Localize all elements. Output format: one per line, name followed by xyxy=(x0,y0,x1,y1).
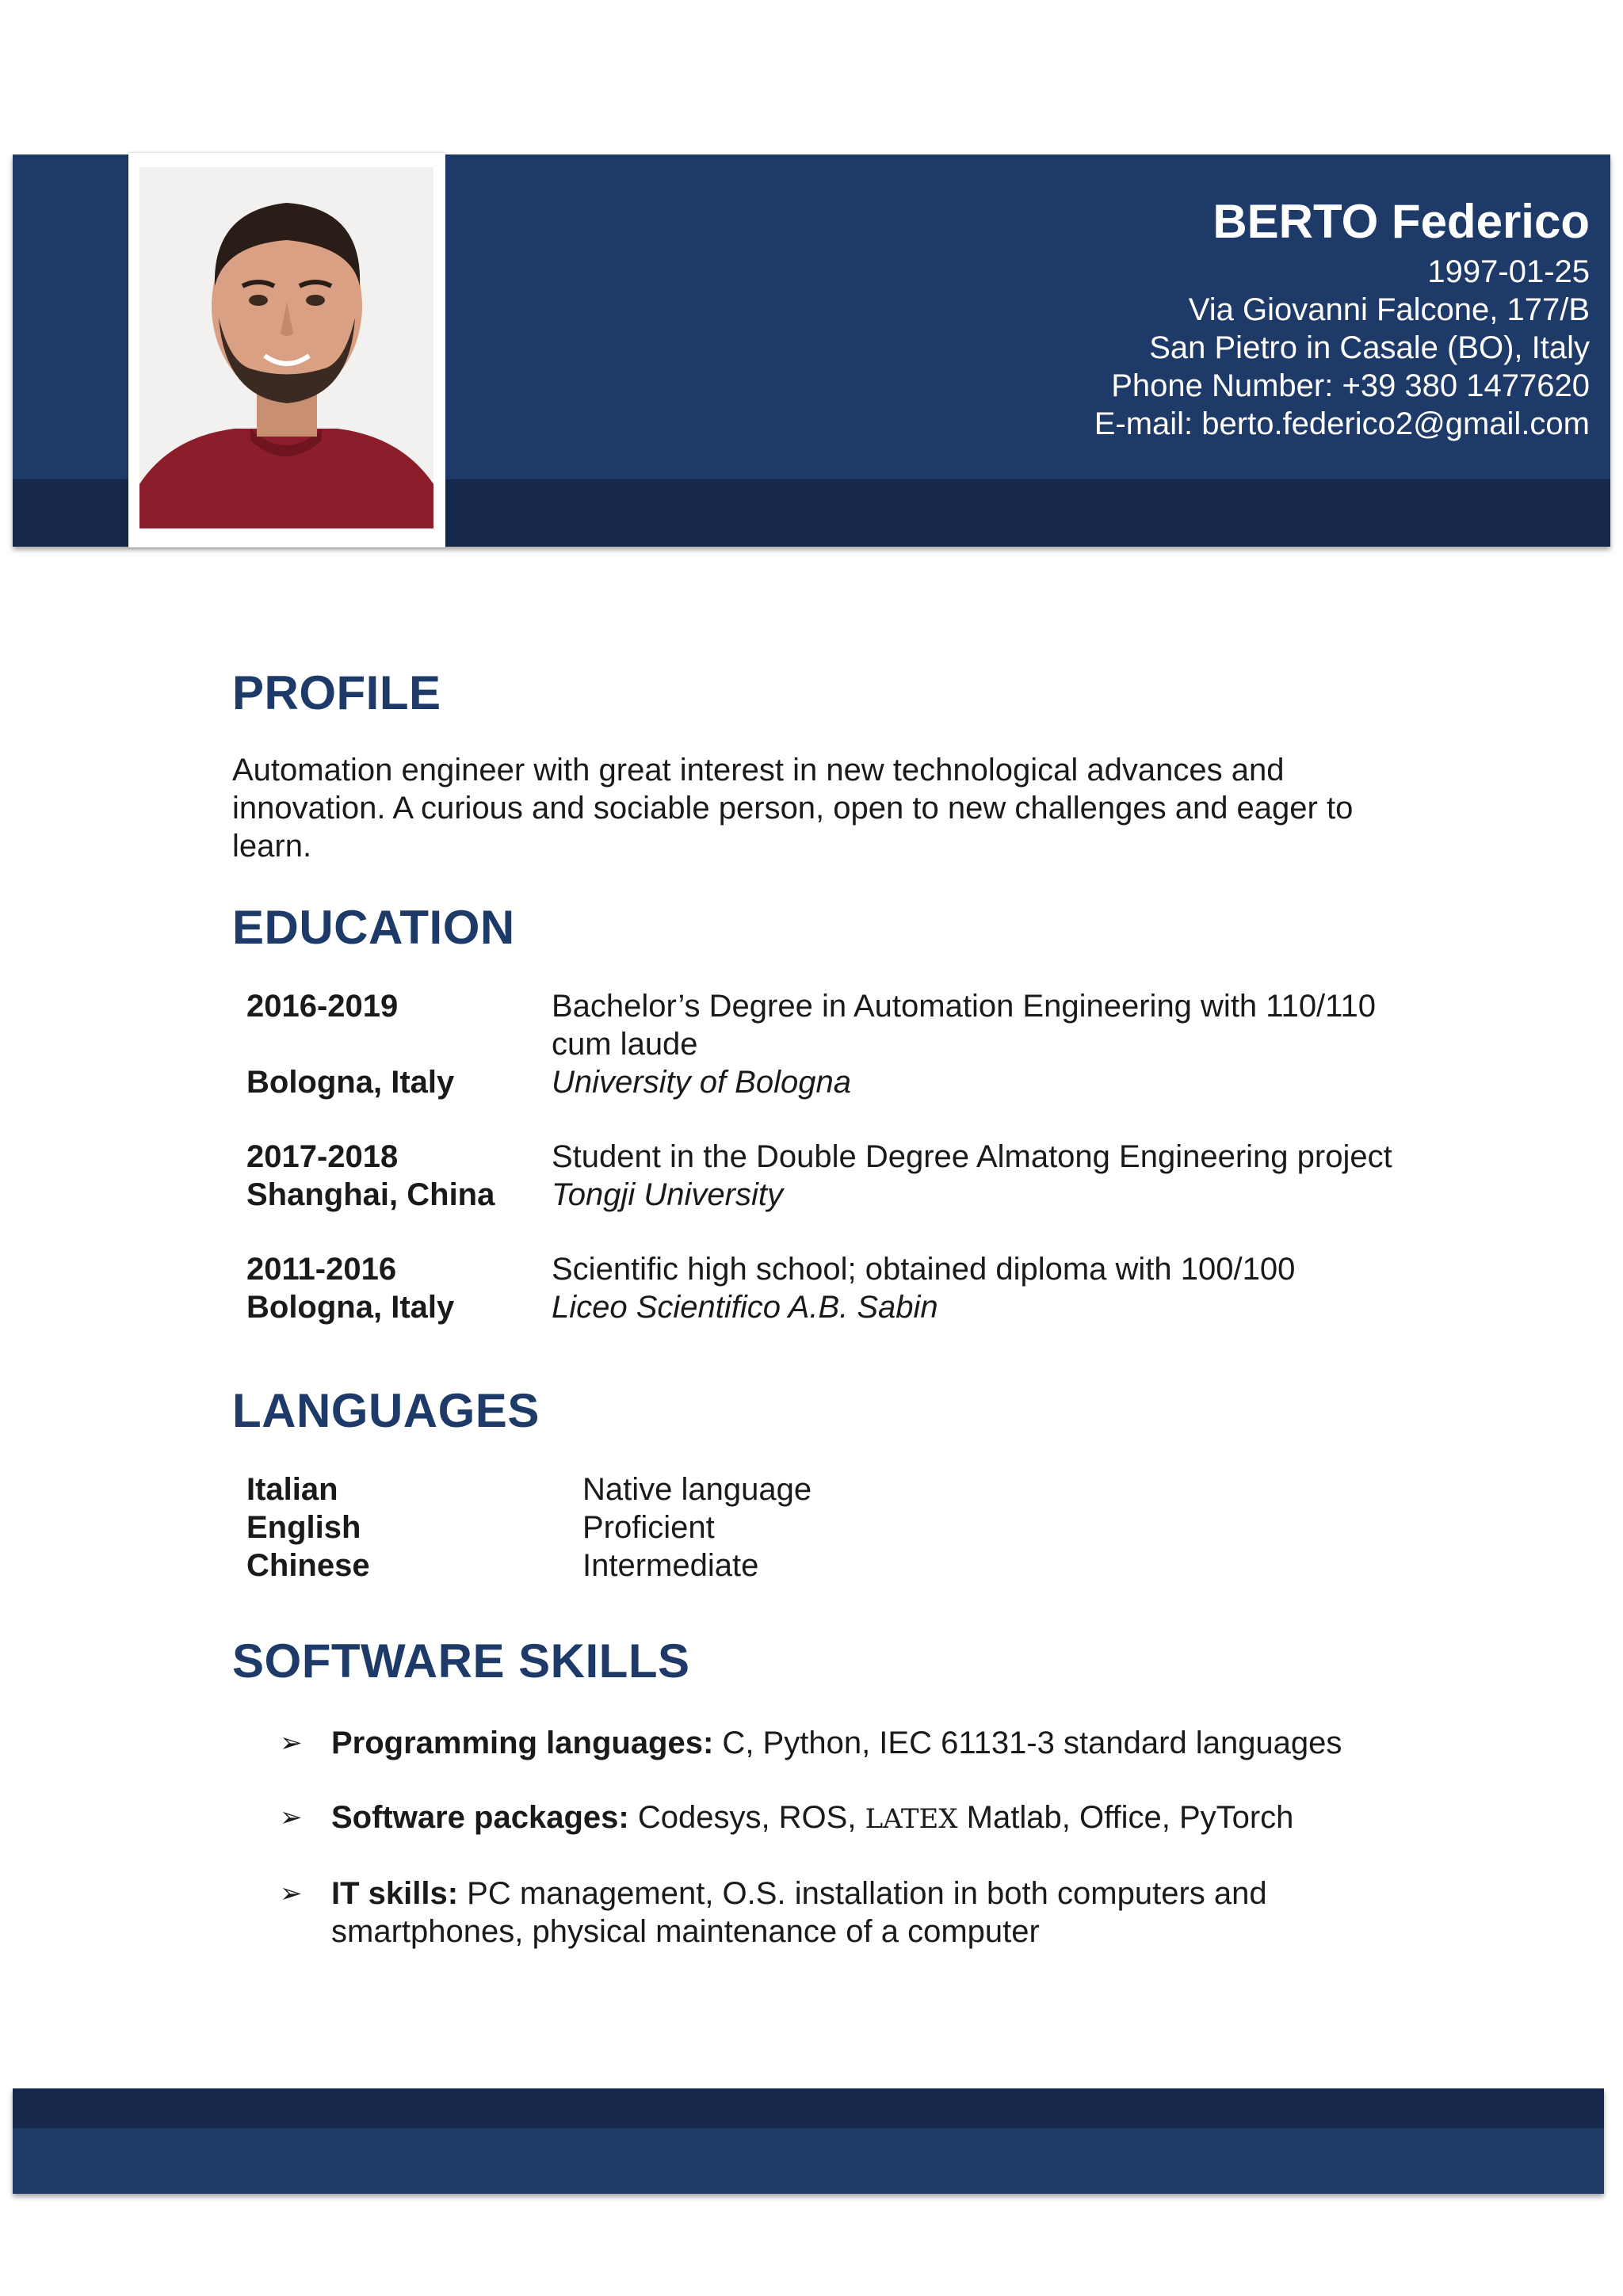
address-line-1: Via Giovanni Falcone, 177/B xyxy=(1188,292,1590,327)
arrow-bullet-icon: ➢ xyxy=(280,1802,303,1833)
photo-frame xyxy=(128,153,445,547)
software-skills-heading: SOFTWARE SKILLS xyxy=(232,1634,690,1688)
language-row xyxy=(246,1547,1500,1585)
education-heading: EDUCATION xyxy=(232,901,515,954)
skill-label: IT skills: xyxy=(331,1876,459,1911)
skill-text-continued: Matlab, Office, PyTorch xyxy=(957,1800,1294,1835)
profile-heading: PROFILE xyxy=(232,666,441,719)
languages-list xyxy=(232,1470,1500,1585)
education-list xyxy=(232,987,1500,1326)
skill-label: Programming languages: xyxy=(331,1726,714,1760)
phone-number: Phone Number: +39 380 1477620 xyxy=(1111,368,1590,403)
skill-label: Software packages: xyxy=(331,1800,629,1835)
education-institution: Liceo Scientifico A.B. Sabin xyxy=(552,1290,938,1325)
education-place: Bologna, Italy xyxy=(246,1290,455,1325)
education-years: 2017-2018 xyxy=(246,1139,399,1174)
candidate-name: BERTO Federico xyxy=(1212,195,1590,248)
profile-photo xyxy=(139,167,433,528)
birth-date: 1997-01-25 xyxy=(1427,254,1590,289)
arrow-bullet-icon: ➢ xyxy=(280,1728,303,1758)
language-row xyxy=(246,1470,1500,1508)
skill-text: PC management, O.S. installation in both computers and smartphones, physical maintenance of a computer xyxy=(331,1876,1267,1949)
education-place: Bologna, Italy xyxy=(246,1065,455,1100)
education-degree: Scientific high school; obtained diploma with 100/100 xyxy=(552,1252,1296,1287)
software-skills-list xyxy=(232,1724,1500,1951)
language-level: Intermediate xyxy=(582,1548,759,1583)
education-degree: Bachelor’s Degree in Automation Engineering with 110/110 cum laude xyxy=(552,989,1376,1062)
footer-dark-strip xyxy=(13,2088,1604,2128)
resume-content xyxy=(232,666,1500,1987)
skill-item xyxy=(280,1724,1500,1762)
education-institution: Tongji University xyxy=(552,1177,783,1212)
education-degree: Student in the Double Degree Almatong Engineering project xyxy=(552,1139,1392,1174)
portrait-illustration xyxy=(139,167,433,528)
education-years: 2011-2016 xyxy=(246,1252,397,1287)
address-line-2: San Pietro in Casale (BO), Italy xyxy=(1149,330,1590,365)
header-band xyxy=(13,154,1610,547)
language-row xyxy=(246,1508,1500,1547)
contact-block xyxy=(1094,194,1590,443)
language-name: Chinese xyxy=(246,1548,370,1583)
education-institution: University of Bologna xyxy=(552,1065,851,1100)
education-entry xyxy=(246,1138,1500,1214)
education-years: 2016-2019 xyxy=(246,989,399,1024)
skill-text: C, Python, IEC 61131-3 standard languages xyxy=(713,1726,1342,1760)
language-name: Italian xyxy=(246,1472,338,1507)
education-place: Shanghai, China xyxy=(246,1177,495,1212)
footer-band xyxy=(13,2088,1604,2194)
language-name: English xyxy=(246,1510,361,1545)
languages-heading: LANGUAGES xyxy=(232,1384,540,1437)
skill-item xyxy=(280,1875,1500,1951)
education-entry xyxy=(246,987,1500,1101)
email-address: E-mail: berto.federico2@gmail.com xyxy=(1094,406,1590,441)
language-level: Proficient xyxy=(582,1510,715,1545)
skill-text: Codesys, ROS, xyxy=(628,1800,865,1835)
arrow-bullet-icon: ➢ xyxy=(280,1878,303,1909)
education-entry xyxy=(246,1250,1500,1326)
latex-logo: LATEX xyxy=(865,1803,958,1835)
skill-item xyxy=(280,1798,1500,1838)
language-level: Native language xyxy=(582,1472,812,1507)
profile-text: Automation engineer with great interest in new technological advances and innovation. A curious and sociable person, open to new challenges and eager to learn. xyxy=(232,753,1354,864)
